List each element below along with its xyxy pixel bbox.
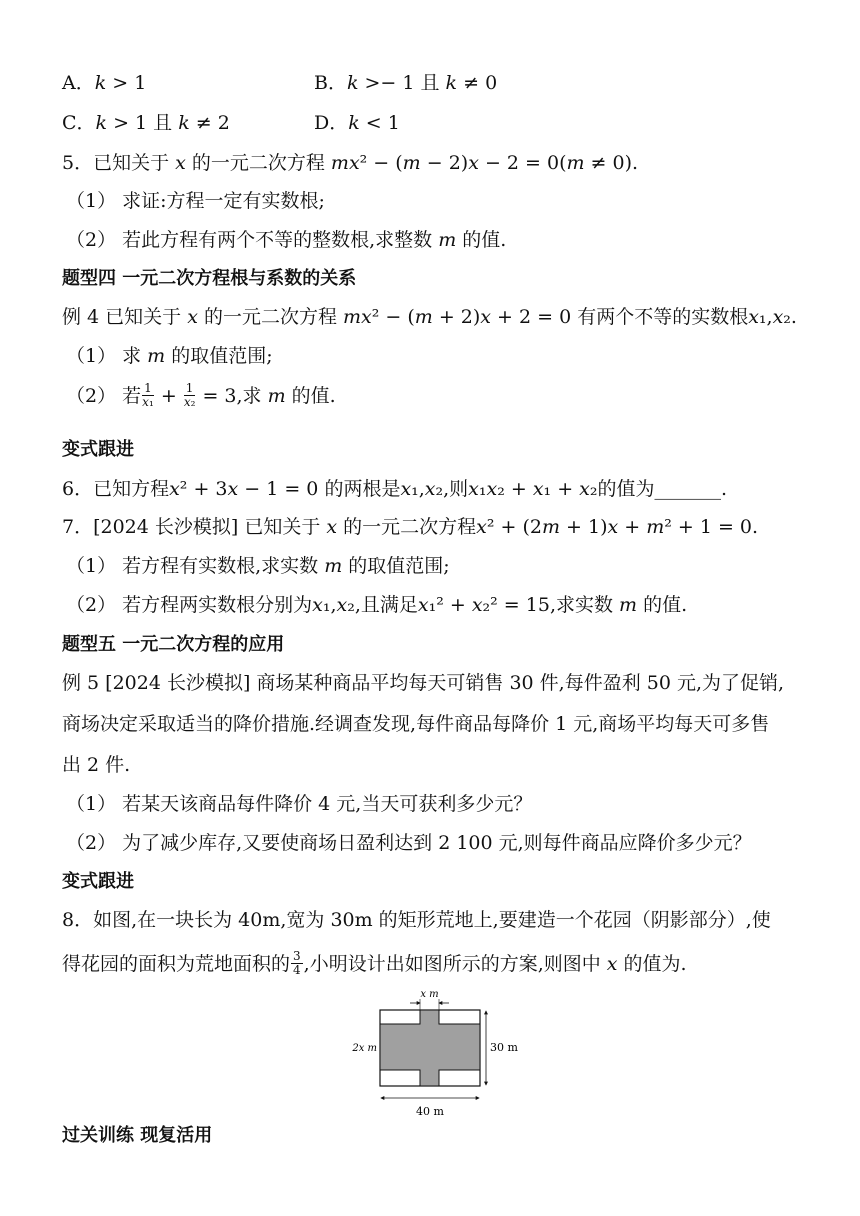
plus-sign: +	[154, 384, 183, 407]
q5-part2: （2） 若此方程有两个不等的整数根,求整数 𝑚 的值.	[66, 229, 507, 251]
fraction	[291, 950, 303, 977]
ex5-part1: （1） 若某天该商品每件降价 4 元,当天可获利多少元？	[66, 793, 533, 815]
fraction-denominator: 𝑥₂	[183, 395, 196, 409]
q8-line2-suffix: ,小明设计出如图所示的方案,则图中 𝑥 的值为.	[303, 952, 687, 975]
q7-part1: （1） 若方程有实数根,求实数 𝑚 的取值范围;	[66, 555, 450, 577]
ex4-part2-suffix: = 3,求 𝑚 的值.	[196, 384, 336, 407]
x-label: x m	[420, 990, 439, 1000]
variant-title: 变式跟进	[62, 439, 134, 460]
option-b: B．𝑘 >− 1 且 𝑘 ≠ 0	[314, 72, 498, 94]
ex4-part1: （1） 求 𝑚 的取值范围;	[66, 345, 273, 367]
option-c: C．𝑘 > 1 且 𝑘 ≠ 2	[62, 112, 230, 134]
height-label: 30 m	[490, 1041, 518, 1054]
variant-title: 变式跟进	[62, 871, 134, 892]
ex5-line3: 出 2 件.	[62, 754, 131, 776]
q7-stem: 7．[2024 长沙模拟] 已知关于 𝑥 的一元二次方程𝑥² + (2𝑚 + 1)𝑥 + 𝑚² + 1 = 0.	[62, 516, 759, 538]
fraction-denominator: 4	[293, 963, 301, 977]
garden-shaded-region	[380, 1010, 480, 1086]
section5-title: 题型五 一元二次方程的应用	[62, 634, 285, 655]
section4-title: 题型四 一元二次方程根与系数的关系	[62, 268, 357, 289]
q5-part1: （1） 求证:方程一定有实数根;	[66, 190, 325, 212]
fraction-denominator: 𝑥₁	[142, 395, 154, 409]
ex4-stem: 例 4 已知关于 𝑥 的一元二次方程 𝑚𝑥² − (𝑚 + 2)𝑥 + 2 = 0 有两个不等的实数根𝑥₁,𝑥₂.	[62, 306, 797, 328]
width-label: 40 m	[416, 1105, 444, 1118]
ex5-part2: （2） 为了减少库存,又要使商场日盈利达到 2 100 元,则每件商品应降价多少元？	[66, 832, 752, 854]
q8-line2	[62, 950, 687, 977]
q8-line1: 8．如图,在一块长为 40m,宽为 30m 的矩形荒地上,要建造一个花园（阴影部分）,使	[62, 909, 771, 931]
q8-line2-prefix: 得花园的面积为荒地面积的	[62, 952, 291, 975]
fraction-numerator: 3	[293, 949, 301, 963]
ex4-part2	[66, 382, 336, 409]
fraction-numerator: 1	[185, 381, 194, 395]
garden-diagram	[340, 990, 530, 1120]
q5-stem: 5．已知关于 𝑥 的一元二次方程 𝑚𝑥² − (𝑚 − 2)𝑥 − 2 = 0(𝑚 ≠ 0).	[62, 152, 639, 174]
fraction	[184, 382, 196, 409]
fraction	[142, 382, 154, 409]
option-d: D．𝑘 < 1	[314, 112, 400, 134]
option-a: A．𝑘 > 1	[62, 72, 147, 94]
q7-part2: （2） 若方程两实数根分别为𝑥₁,𝑥₂,且满足𝑥₁² + 𝑥₂² = 15,求实数 𝑚 的值.	[66, 594, 688, 616]
fraction-numerator: 1	[144, 381, 152, 395]
ex5-line2: 商场决定采取适当的降价措施.经调查发现,每件商品每降价 1 元,商场平均每天可多售	[62, 713, 770, 735]
ex5-line1: 例 5 [2024 长沙模拟] 商场某种商品平均每天可销售 30 件,每件盈利 50 元,为了促销,	[62, 672, 785, 694]
q6-text: 6．已知方程𝑥² + 3𝑥 − 1 = 0 的两根是𝑥₁,𝑥₂,则𝑥₁𝑥₂ + 𝑥₁ + 𝑥₂的值为_______.	[62, 478, 728, 500]
2x-label: 2x m	[352, 1043, 377, 1054]
ex4-part2-prefix: （2） 若	[66, 384, 142, 407]
footer-title: 过关训练 现复活用	[62, 1125, 213, 1146]
